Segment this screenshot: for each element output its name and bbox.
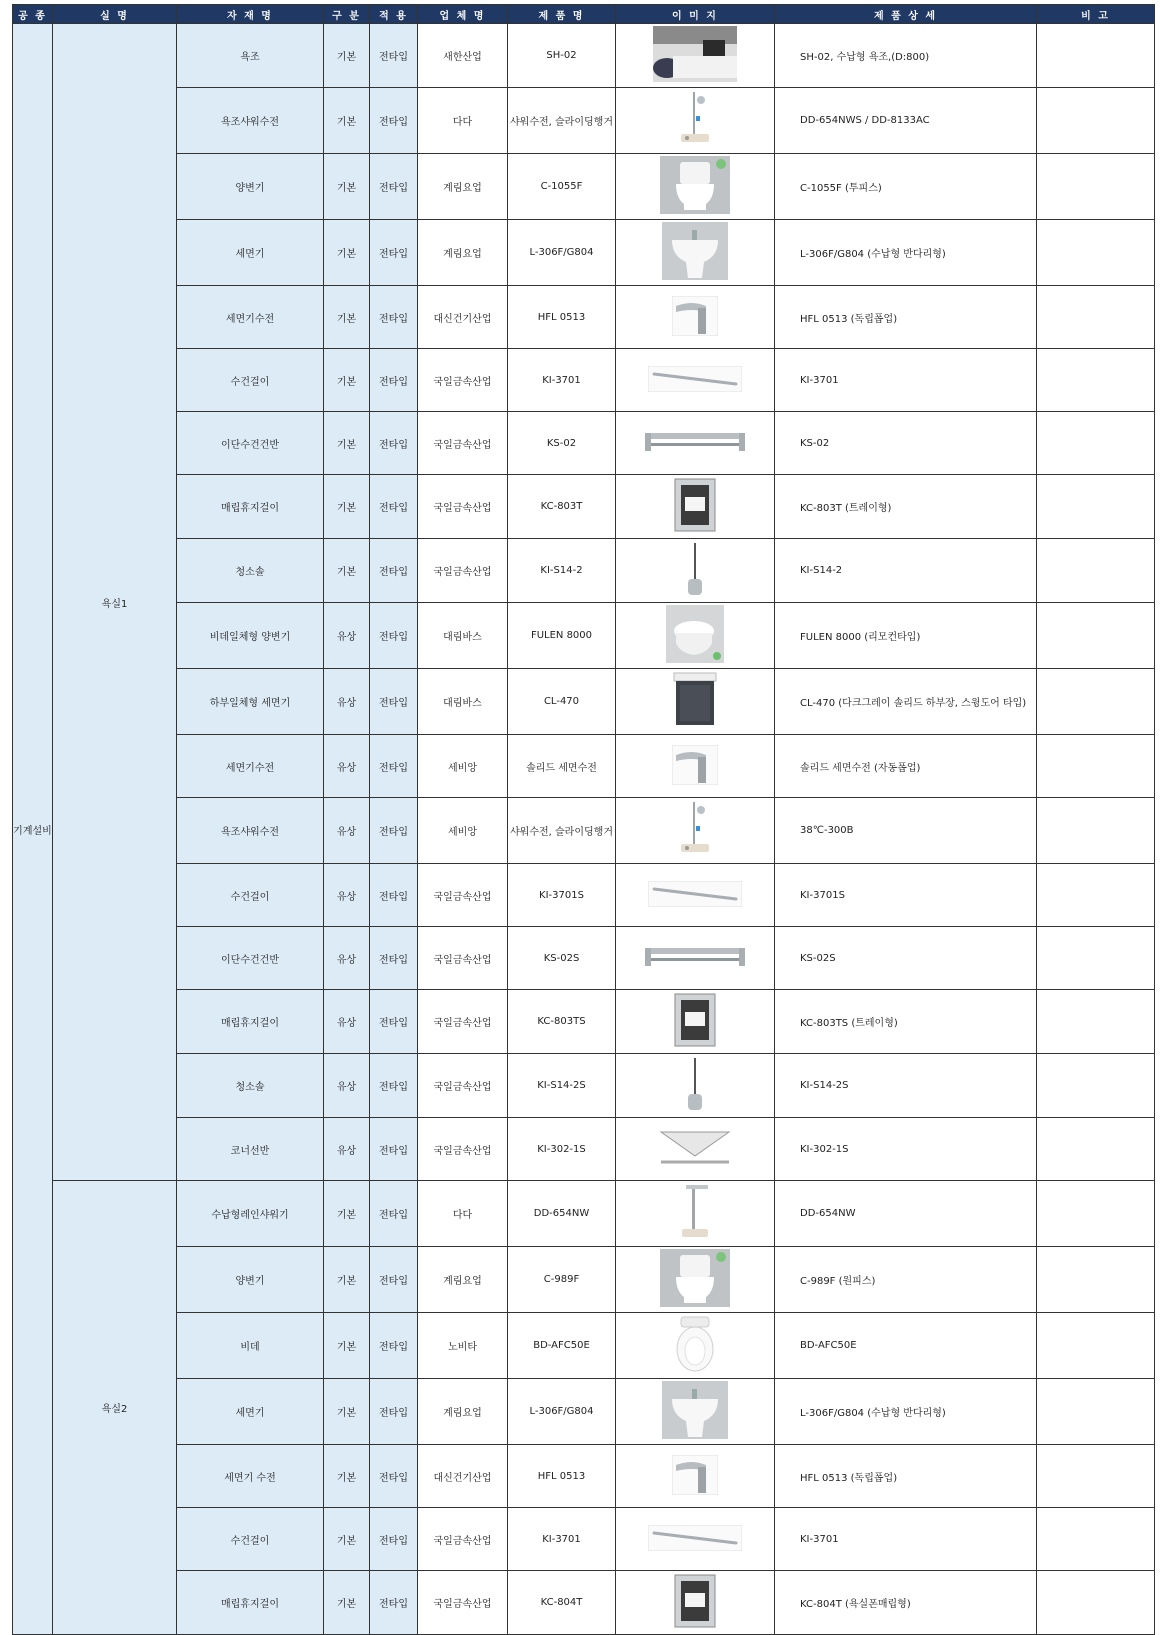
image-cell: [616, 927, 775, 990]
grade-cell: 기본: [324, 1247, 370, 1313]
apply-cell: 전타입: [370, 798, 418, 864]
grade-cell: 기본: [324, 88, 370, 154]
apply-cell: 전타입: [370, 1054, 418, 1118]
product-cell: DD-654NW: [508, 1181, 616, 1247]
material-cell: 세면기: [177, 1379, 324, 1445]
grade-cell: 기본: [324, 1508, 370, 1571]
image-cell: [616, 603, 775, 669]
vendor-cell: 노비타: [418, 1313, 508, 1379]
apply-cell: 전타입: [370, 1379, 418, 1445]
note-cell: [1037, 927, 1155, 990]
material-spec-table: [12, 4, 1155, 1635]
grade-cell: 유상: [324, 1118, 370, 1181]
product-cell: SH-02: [508, 24, 616, 88]
detail-cell: L-306F/G804 (수납형 반다리형): [775, 220, 1037, 286]
product-cell: L-306F/G804: [508, 220, 616, 286]
table-row: [13, 412, 1155, 475]
note-cell: [1037, 539, 1155, 603]
table-row: [13, 603, 1155, 669]
material-cell: 하부일체형 세면기: [177, 669, 324, 735]
material-cell: 세면기 수전: [177, 1445, 324, 1508]
towel-shelf-photo: [618, 944, 772, 973]
table-row: [13, 735, 1155, 798]
vendor-cell: 국일금속산업: [418, 1508, 508, 1571]
apply-cell: 전타입: [370, 735, 418, 798]
material-cell: 코너선반: [177, 1118, 324, 1181]
apply-cell: 전타입: [370, 864, 418, 927]
table-row: [13, 154, 1155, 220]
apply-cell: 전타입: [370, 412, 418, 475]
table-row: [13, 475, 1155, 539]
table-row: [13, 798, 1155, 864]
material-cell: 청소솔: [177, 1054, 324, 1118]
towel-shelf-photo: [618, 429, 772, 458]
table-row: [13, 220, 1155, 286]
detail-cell: KI-302-1S: [775, 1118, 1037, 1181]
smart-toilet-photo: [618, 605, 772, 666]
product-cell: C-989F: [508, 1247, 616, 1313]
note-cell: [1037, 1054, 1155, 1118]
table-row: [13, 927, 1155, 990]
detail-cell: KS-02: [775, 412, 1037, 475]
table-row: [13, 1313, 1155, 1379]
grade-cell: 기본: [324, 539, 370, 603]
apply-cell: 전타입: [370, 1181, 418, 1247]
vendor-cell: 국일금속산업: [418, 412, 508, 475]
table-row: [13, 1571, 1155, 1635]
apply-cell: 전타입: [370, 88, 418, 154]
apply-cell: 전타입: [370, 927, 418, 990]
note-cell: [1037, 1508, 1155, 1571]
apply-cell: 전타입: [370, 475, 418, 539]
image-cell: [616, 220, 775, 286]
shower-faucet-photo: [618, 800, 772, 861]
material-cell: 비데일체형 양변기: [177, 603, 324, 669]
grade-cell: 기본: [324, 412, 370, 475]
image-cell: [616, 412, 775, 475]
product-cell: 샤워수전, 슬라이딩행거: [508, 88, 616, 154]
image-cell: [616, 286, 775, 349]
grade-cell: 기본: [324, 154, 370, 220]
grade-cell: 기본: [324, 220, 370, 286]
material-cell: 욕조샤워수전: [177, 88, 324, 154]
vendor-cell: 계림요업: [418, 1247, 508, 1313]
paper-holder-photo: [618, 477, 772, 536]
apply-cell: 전타입: [370, 1118, 418, 1181]
material-cell: 세면기: [177, 220, 324, 286]
grade-cell: 유상: [324, 990, 370, 1054]
image-cell: [616, 1181, 775, 1247]
basin-faucet-photo: [618, 745, 772, 788]
washbasin-photo: [618, 1381, 772, 1442]
image-cell: [616, 1508, 775, 1571]
apply-cell: 전타입: [370, 669, 418, 735]
note-cell: [1037, 1571, 1155, 1635]
vendor-cell: 대림바스: [418, 669, 508, 735]
note-cell: [1037, 1247, 1155, 1313]
image-cell: [616, 1247, 775, 1313]
product-cell: CL-470: [508, 669, 616, 735]
image-cell: [616, 349, 775, 412]
header-note: 비 고: [1037, 5, 1155, 24]
towel-bar-photo: [618, 366, 772, 395]
apply-cell: 전타입: [370, 154, 418, 220]
vendor-cell: 다다: [418, 1181, 508, 1247]
grade-cell: 기본: [324, 475, 370, 539]
note-cell: [1037, 412, 1155, 475]
rain-shower-photo: [618, 1183, 772, 1244]
vendor-cell: 대림바스: [418, 603, 508, 669]
grade-cell: 기본: [324, 1313, 370, 1379]
toilet-photo: [618, 1249, 772, 1310]
header-product: 제 품 명: [508, 5, 616, 24]
image-cell: [616, 1118, 775, 1181]
table-row: [13, 88, 1155, 154]
paper-holder-photo: [618, 992, 772, 1051]
product-cell: KI-S14-2S: [508, 1054, 616, 1118]
header-grade: 구 분: [324, 5, 370, 24]
detail-cell: FULEN 8000 (리모컨타입): [775, 603, 1037, 669]
note-cell: [1037, 1313, 1155, 1379]
detail-cell: 솔리드 세면수전 (자동폽업): [775, 735, 1037, 798]
header-image: 이 미 지: [616, 5, 775, 24]
header-vendor: 업 체 명: [418, 5, 508, 24]
detail-cell: HFL 0513 (독립폽업): [775, 286, 1037, 349]
material-cell: 수건걸이: [177, 864, 324, 927]
header-apply: 적 용: [370, 5, 418, 24]
note-cell: [1037, 603, 1155, 669]
image-cell: [616, 798, 775, 864]
vendor-cell: 국일금속산업: [418, 1118, 508, 1181]
image-cell: [616, 1445, 775, 1508]
material-cell: 청소솔: [177, 539, 324, 603]
detail-cell: KI-S14-2S: [775, 1054, 1037, 1118]
toilet-photo: [618, 156, 772, 217]
apply-cell: 전타입: [370, 220, 418, 286]
paper-holder-photo: [618, 1573, 772, 1632]
header-material: 자 재 명: [177, 5, 324, 24]
vendor-cell: 계림요업: [418, 154, 508, 220]
note-cell: [1037, 1181, 1155, 1247]
note-cell: [1037, 1118, 1155, 1181]
note-cell: [1037, 220, 1155, 286]
detail-cell: KI-3701S: [775, 864, 1037, 927]
header-trade: 공 종: [13, 5, 53, 24]
apply-cell: 전타입: [370, 1508, 418, 1571]
detail-cell: CL-470 (다크그레이 솔리드 하부장, 스윙도어 타입): [775, 669, 1037, 735]
table-row: [13, 1118, 1155, 1181]
basin-faucet-photo: [618, 1455, 772, 1498]
note-cell: [1037, 735, 1155, 798]
material-cell: 이단수건건반: [177, 927, 324, 990]
product-cell: KC-803TS: [508, 990, 616, 1054]
apply-cell: 전타입: [370, 1247, 418, 1313]
room-cell: 욕실1: [53, 24, 177, 1181]
material-cell: 수건걸이: [177, 1508, 324, 1571]
towel-bar-photo: [618, 881, 772, 910]
grade-cell: 기본: [324, 1379, 370, 1445]
vendor-cell: 세비앙: [418, 735, 508, 798]
image-cell: [616, 864, 775, 927]
table-body: [13, 24, 1155, 1635]
image-cell: [616, 990, 775, 1054]
product-cell: KC-803T: [508, 475, 616, 539]
table-row: [13, 1247, 1155, 1313]
image-cell: [616, 1313, 775, 1379]
shower-faucet-photo: [618, 90, 772, 151]
detail-cell: KI-3701: [775, 349, 1037, 412]
image-cell: [616, 669, 775, 735]
grade-cell: 유상: [324, 735, 370, 798]
vendor-cell: 국일금속산업: [418, 475, 508, 539]
apply-cell: 전타입: [370, 603, 418, 669]
detail-cell: SH-02, 수납형 욕조,(D:800): [775, 24, 1037, 88]
product-cell: KC-804T: [508, 1571, 616, 1635]
image-cell: [616, 1571, 775, 1635]
note-cell: [1037, 669, 1155, 735]
vendor-cell: 국일금속산업: [418, 1054, 508, 1118]
vendor-cell: 새한산업: [418, 24, 508, 88]
detail-cell: KS-02S: [775, 927, 1037, 990]
table-row: [13, 1181, 1155, 1247]
material-cell: 세면기수전: [177, 286, 324, 349]
table-row: [13, 1379, 1155, 1445]
table-row: [13, 990, 1155, 1054]
note-cell: [1037, 798, 1155, 864]
product-cell: KI-302-1S: [508, 1118, 616, 1181]
grade-cell: 유상: [324, 927, 370, 990]
product-cell: L-306F/G804: [508, 1379, 616, 1445]
washbasin-photo: [618, 222, 772, 283]
material-cell: 양변기: [177, 1247, 324, 1313]
detail-cell: DD-654NW: [775, 1181, 1037, 1247]
apply-cell: 전타입: [370, 1445, 418, 1508]
image-cell: [616, 735, 775, 798]
spec-sheet: [12, 4, 1154, 1635]
note-cell: [1037, 1445, 1155, 1508]
note-cell: [1037, 864, 1155, 927]
image-cell: [616, 475, 775, 539]
grade-cell: 기본: [324, 1571, 370, 1635]
table-row: [13, 669, 1155, 735]
corner-shelf-photo: [618, 1126, 772, 1173]
detail-cell: KI-3701: [775, 1508, 1037, 1571]
grade-cell: 기본: [324, 286, 370, 349]
detail-cell: KC-803T (트레이형): [775, 475, 1037, 539]
product-cell: 솔리드 세면수전: [508, 735, 616, 798]
material-cell: 매립휴지걸이: [177, 475, 324, 539]
vendor-cell: 다다: [418, 88, 508, 154]
product-cell: HFL 0513: [508, 1445, 616, 1508]
vendor-cell: 대신건기산업: [418, 1445, 508, 1508]
material-cell: 비데: [177, 1313, 324, 1379]
detail-cell: KC-803TS (트레이형): [775, 990, 1037, 1054]
product-cell: 샤워수전, 슬라이딩행거: [508, 798, 616, 864]
material-cell: 욕조샤워수전: [177, 798, 324, 864]
product-cell: KI-3701: [508, 1508, 616, 1571]
apply-cell: 전타입: [370, 990, 418, 1054]
grade-cell: 기본: [324, 24, 370, 88]
product-cell: KI-3701S: [508, 864, 616, 927]
product-cell: KI-S14-2: [508, 539, 616, 603]
detail-cell: 38℃-300B: [775, 798, 1037, 864]
detail-cell: C-1055F (투피스): [775, 154, 1037, 220]
apply-cell: 전타입: [370, 349, 418, 412]
table-row: [13, 286, 1155, 349]
detail-cell: BD-AFC50E: [775, 1313, 1037, 1379]
grade-cell: 유상: [324, 1054, 370, 1118]
material-cell: 양변기: [177, 154, 324, 220]
room-cell: 욕실2: [53, 1181, 177, 1635]
basin-faucet-photo: [618, 296, 772, 339]
note-cell: [1037, 154, 1155, 220]
trade-cell: 기계설비: [13, 24, 53, 1635]
vendor-cell: 국일금속산업: [418, 864, 508, 927]
product-cell: FULEN 8000: [508, 603, 616, 669]
toilet-brush-photo: [618, 541, 772, 600]
product-cell: BD-AFC50E: [508, 1313, 616, 1379]
vendor-cell: 대신건기산업: [418, 286, 508, 349]
header-room: 실 명: [53, 5, 177, 24]
product-cell: KS-02S: [508, 927, 616, 990]
vendor-cell: 국일금속산업: [418, 539, 508, 603]
bidet-seat-photo: [618, 1315, 772, 1376]
product-cell: C-1055F: [508, 154, 616, 220]
material-cell: 수납형레인샤워기: [177, 1181, 324, 1247]
note-cell: [1037, 990, 1155, 1054]
vendor-cell: 국일금속산업: [418, 990, 508, 1054]
header-row: [13, 5, 1155, 24]
vendor-cell: 세비앙: [418, 798, 508, 864]
grade-cell: 유상: [324, 669, 370, 735]
image-cell: [616, 539, 775, 603]
detail-cell: C-989F (원피스): [775, 1247, 1037, 1313]
detail-cell: HFL 0513 (독립폽업): [775, 1445, 1037, 1508]
image-cell: [616, 1379, 775, 1445]
material-cell: 수건걸이: [177, 349, 324, 412]
detail-cell: DD-654NWS / DD-8133AC: [775, 88, 1037, 154]
table-row: [13, 539, 1155, 603]
vendor-cell: 계림요업: [418, 1379, 508, 1445]
detail-cell: KI-S14-2: [775, 539, 1037, 603]
note-cell: [1037, 88, 1155, 154]
grade-cell: 유상: [324, 603, 370, 669]
material-cell: 매립휴지걸이: [177, 990, 324, 1054]
grade-cell: 기본: [324, 1445, 370, 1508]
note-cell: [1037, 286, 1155, 349]
vendor-cell: 국일금속산업: [418, 1571, 508, 1635]
product-cell: HFL 0513: [508, 286, 616, 349]
detail-cell: L-306F/G804 (수납형 반다리형): [775, 1379, 1037, 1445]
vanity-cabinet-photo: [618, 671, 772, 732]
apply-cell: 전타입: [370, 539, 418, 603]
image-cell: [616, 88, 775, 154]
material-cell: 욕조: [177, 24, 324, 88]
grade-cell: 기본: [324, 1181, 370, 1247]
bathtub-photo: [618, 26, 772, 85]
grade-cell: 유상: [324, 864, 370, 927]
image-cell: [616, 24, 775, 88]
note-cell: [1037, 24, 1155, 88]
material-cell: 세면기수전: [177, 735, 324, 798]
note-cell: [1037, 475, 1155, 539]
apply-cell: 전타입: [370, 1571, 418, 1635]
table-row: [13, 1508, 1155, 1571]
table-row: [13, 349, 1155, 412]
grade-cell: 유상: [324, 798, 370, 864]
apply-cell: 전타입: [370, 286, 418, 349]
product-cell: KS-02: [508, 412, 616, 475]
apply-cell: 전타입: [370, 1313, 418, 1379]
image-cell: [616, 154, 775, 220]
table-row: [13, 24, 1155, 88]
header-detail: 제 품 상 세: [775, 5, 1037, 24]
vendor-cell: 국일금속산업: [418, 927, 508, 990]
towel-bar-photo: [618, 1525, 772, 1554]
detail-cell: KC-804T (욕실폰매립형): [775, 1571, 1037, 1635]
image-cell: [616, 1054, 775, 1118]
table-row: [13, 864, 1155, 927]
vendor-cell: 국일금속산업: [418, 349, 508, 412]
note-cell: [1037, 1379, 1155, 1445]
product-cell: KI-3701: [508, 349, 616, 412]
note-cell: [1037, 349, 1155, 412]
material-cell: 이단수건건반: [177, 412, 324, 475]
material-cell: 매립휴지걸이: [177, 1571, 324, 1635]
apply-cell: 전타입: [370, 24, 418, 88]
table-row: [13, 1054, 1155, 1118]
vendor-cell: 계림요업: [418, 220, 508, 286]
table-row: [13, 1445, 1155, 1508]
toilet-brush-photo: [618, 1056, 772, 1115]
grade-cell: 기본: [324, 349, 370, 412]
